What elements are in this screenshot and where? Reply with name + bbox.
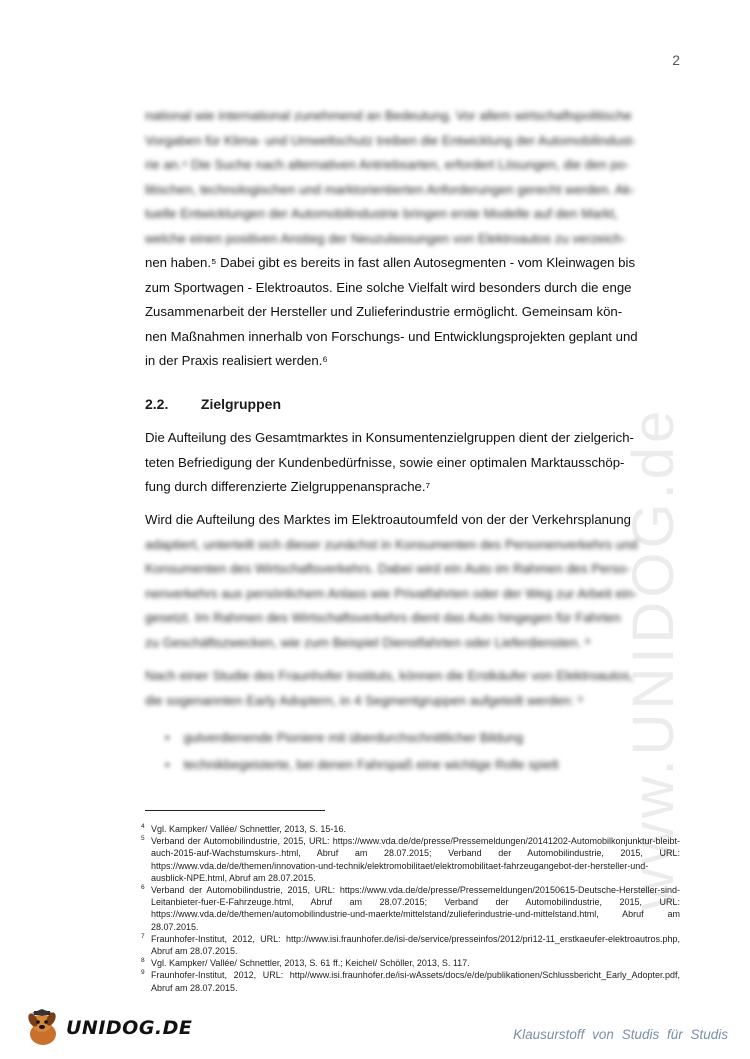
footnote-text: Fraunhofer-Institut, 2012, URL: http://www.isi.fraunhofer.de/isi-de/service/presseinfos/2012/pri12-11_erstkaeufer-elektroautros.php, Abruf am 28.07.2015.	[151, 933, 680, 957]
paragraph-intro	[145, 104, 680, 374]
blurred-line: rie an.⁴ Die Suche nach alternativen Antriebsarten, erfordert Lösungen, die den po-	[145, 157, 630, 172]
footnote-text: Fraunhofer-Institut, 2012, URL: http//www.isi.fraunhofer.de/isi-wAssets/docs/e/de/publikationen/Schlussbericht_Early_Adopter.pdf, Abruf am 28.07.2015.	[151, 970, 680, 993]
text-line: Die Aufteilung des Gesamtmarktes in Konsumentenzielgruppen dient der zielgerich-	[145, 430, 634, 445]
text-line: nen Maßnahmen innerhalb von Forschungs- und Entwicklungsprojekten geplant und	[145, 328, 638, 344]
blurred-line: nenverkehrs aus persönlichem Anlass wie Privatfahrten oder der Weg zur Arbeit ein-	[145, 585, 638, 601]
blurred-line: die sogenannten Early Adoptern, in 4 Segmentgruppen aufgeteilt werden: ⁹	[145, 692, 584, 708]
blurred-line: litischen, technologischen und marktorientierten Anforderungen gerecht werden. Ak-	[145, 181, 635, 197]
footnote	[141, 957, 680, 969]
footnote-number: 6	[141, 884, 145, 892]
list-item: • gutverdienende Pioniere mit überdurchschnittlicher Bildung	[165, 724, 665, 751]
footnote	[141, 884, 680, 933]
blurred-line: Nach einer Studie des Fraunhofer Instituts, können die Erstkäufer von Elektroautos,	[145, 668, 634, 683]
footnote	[141, 835, 680, 884]
text-line: Wird die Aufteilung des Marktes im Elektroautoumfeld von der der Verkehrsplanung	[145, 512, 631, 527]
footnote-separator	[145, 810, 325, 811]
watermark: www.UNIDOG.de	[621, 406, 686, 910]
section-title: Zielgruppen	[200, 396, 282, 412]
text-line: teten Befriedigung der Kundenbedürfnisse, sowie einer optimalen Marktausschöp-	[145, 454, 625, 470]
blurred-line: zu Geschäftszwecken, wie zum Beispiel Dienstfahrten oder Lieferdiensten. ⁸	[145, 634, 591, 650]
blurred-line: welche einen positiven Anstieg der Neuzulassungen von Elektroautos zu verzeich-	[145, 230, 626, 246]
footnote-text: Vgl. Kampker/ Vallée/ Schnettler, 2013, S. 15-16.	[151, 824, 346, 834]
footnote	[141, 932, 680, 957]
list-item: • technikbegeisterte, bei denen Fahrspaß eine wichtige Rolle spielt	[165, 751, 665, 778]
blurred-line: Vorgaben für Klima- und Umweltschutz treiben die Entwicklung der Automobilindust-	[145, 132, 637, 148]
footnote-text: Verband der Automobilindustrie, 2015, URL: https://www.vda.de/de/presse/Pressemeldungen/20150615-Deutsche-Hersteller-sind-Leitanbieter-fuer-E-Fahrzeuge.html, Abruf am 28.07.2015; Verband der Automobilindustrie, 2015, URL: https://www.vda.de/de/themen/automobilindustrie-und-maerkte/mittelstand/zulieferindustrie-und-mittelstand.html, Abruf am 28.07.2015.	[151, 885, 680, 932]
section-number: 2.2.	[145, 396, 169, 412]
text-line: fung durch differenzierte Zielgruppenansprache.⁷	[145, 479, 431, 494]
text-line: Zusammenarbeit der Hersteller und Zulieferindustrie ermöglicht. Gemeinsam kön-	[145, 304, 623, 319]
text-line: zum Sportwagen - Elektroautos. Eine solche Vielfalt wird besonders durch die enge	[145, 279, 632, 295]
blurred-line: gesetzt. Im Rahmen des Wirtschaftsverkehrs dient das Auto hingegen für Fahrten	[145, 610, 621, 625]
dog-icon	[22, 1008, 64, 1048]
text-line: in der Praxis realisiert werden.⁶	[145, 353, 328, 368]
footnote-number: 7	[141, 932, 145, 940]
footnote-text: Vgl. Kampker/ Vallée/ Schnettler, 2013, S. 61 ff.; Keichel/ Schöller, 2013, S. 117.	[151, 958, 470, 969]
footnotes	[141, 823, 680, 994]
footnote-number: 5	[141, 835, 145, 843]
text-line: nen haben.⁵ Dabei gibt es bereits in fast allen Autosegmenten - vom Kleinwagen bis	[145, 255, 636, 270]
logo-text: UNIDOG.DE	[66, 1017, 193, 1039]
blurred-line: tuelle Entwicklungen der Automobilindustrie bringen erste Modelle auf den Markt,	[145, 206, 618, 221]
footnote	[141, 823, 680, 835]
unidog-logo	[22, 1008, 192, 1048]
section-heading	[145, 396, 281, 412]
footnote	[141, 969, 680, 993]
paragraph-markt	[145, 508, 680, 655]
paragraph-zielgruppen	[145, 426, 680, 500]
footnote-text: Verband der Automobilindustrie, 2015, URL: https://www.vda.de/de/presse/Pressemeldungen/20141202-Automobilkonjunktur-bleibt-auch-2015-auf-Wachstumskurs-.html, Abruf am 28.07.2015; Verband der Automobilindustrie, 2015, URL: https://www.vda.de/de/themen/innovation-und-technik/elektromobilitaet/elektromobilitaet-fahrzeugangebot-der-hersteller-und-ausblick-NPE.html, Abruf am 28.07.2015.	[151, 836, 680, 883]
blurred-line: adaptiert, unterteilt sich dieser zunächst in Konsumenten des Personenverkehrs und	[145, 536, 638, 552]
footnote-number: 9	[141, 969, 145, 977]
blurred-line: Konsumenten des Wirtschaftsverkehrs. Dabei wird ein Auto im Rahmen des Perso-	[145, 561, 631, 576]
segment-list	[165, 724, 665, 778]
footnote-number: 4	[141, 823, 145, 830]
blurred-line: national wie international zunehmend an Bedeutung. Vor allem wirtschaftspolitische	[145, 108, 632, 123]
tagline: Klausurstoff von Studis für Studis	[513, 1027, 728, 1042]
footnote-number: 8	[141, 957, 145, 965]
paragraph-studie	[145, 664, 680, 713]
page-number: 2	[672, 52, 680, 68]
